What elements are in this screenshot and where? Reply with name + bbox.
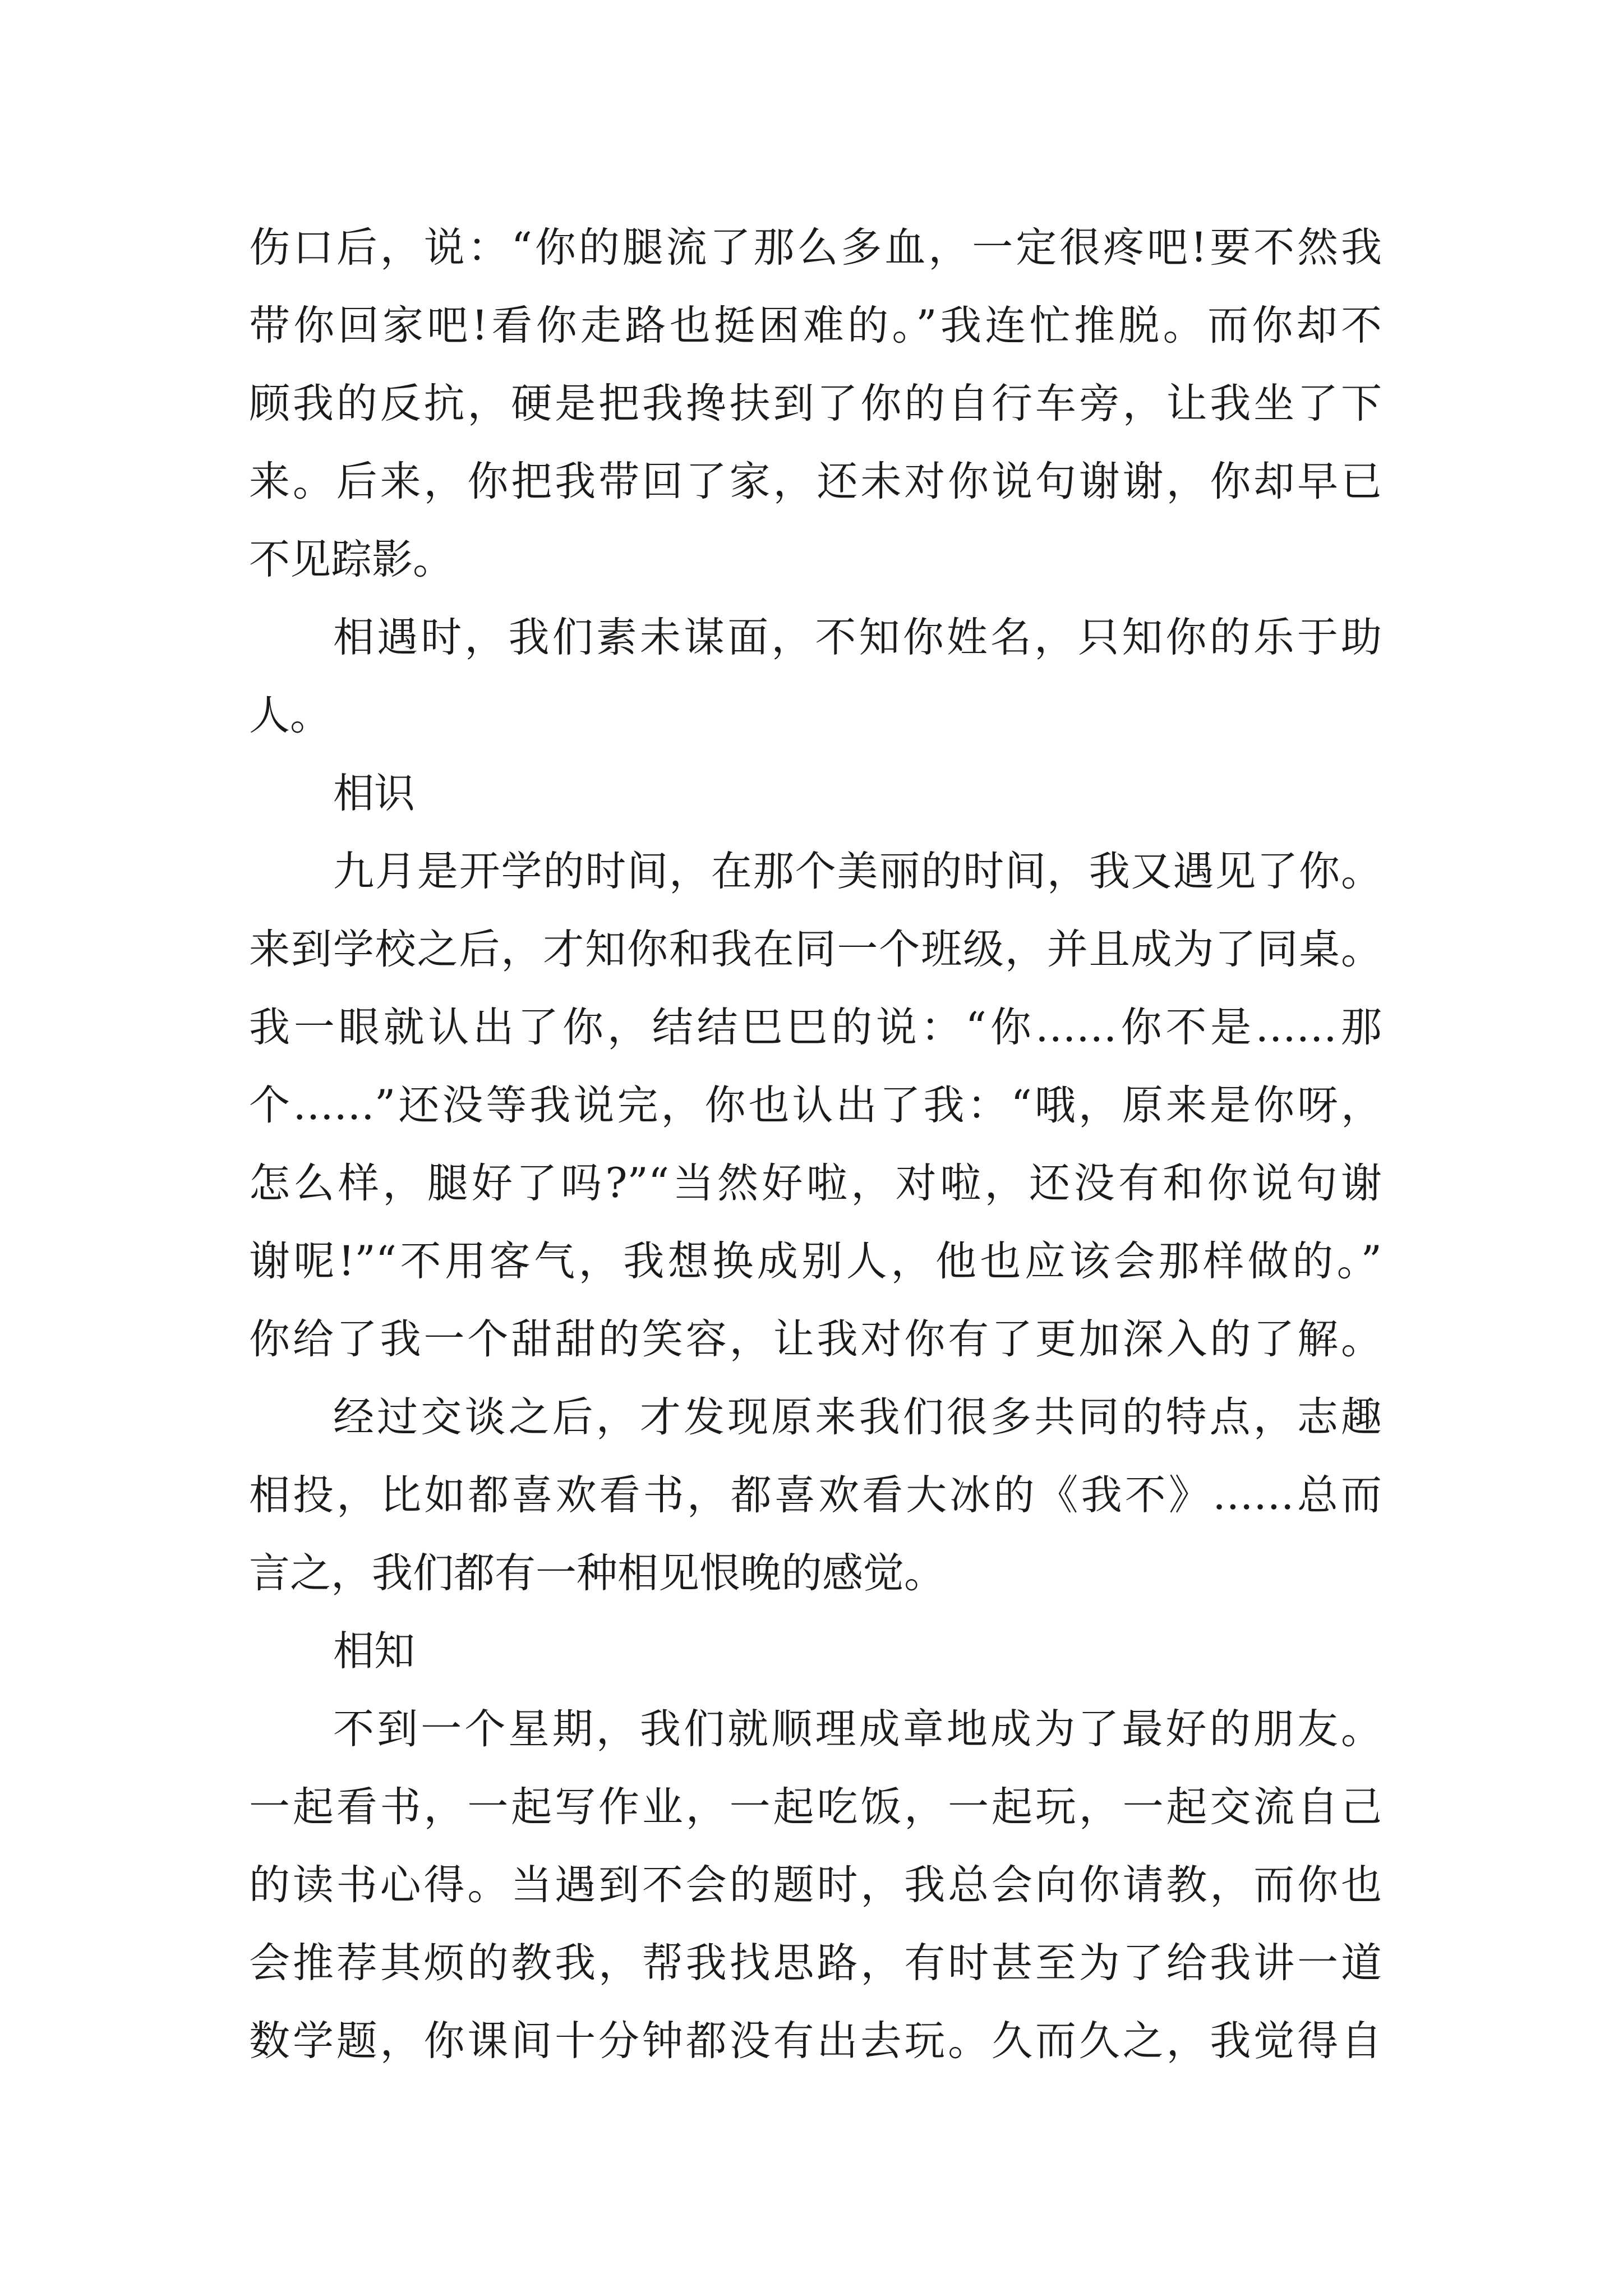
text-line: 你给了我一个甜甜的笑容，让我对你有了更加深入的了解。 — [249, 1315, 1382, 1363]
text-line: 我一眼就认出了你，结结巴巴的说：“你……你不是……那 — [249, 1004, 1382, 1051]
text-line: 九月是开学的时间，在那个美丽的时间，我又遇见了你。 — [333, 848, 1382, 895]
text-line: 来。后来，你把我带回了家，还未对你说句谢谢，你却早已 — [249, 458, 1382, 505]
text-line: 来到学校之后，才知你和我在同一个班级，并且成为了同桌。 — [249, 926, 1382, 973]
text-line: 相知 — [333, 1627, 415, 1675]
text-line: 顾我的反抗，硬是把我搀扶到了你的自行车旁，让我坐了下 — [249, 380, 1382, 427]
text-line: 怎么样，腿好了吗?”“当然好啦，对啦，还没有和你说句谢 — [249, 1159, 1382, 1207]
text-line: 的读书心得。当遇到不会的题时，我总会向你请教，而你也 — [249, 1861, 1382, 1909]
text-line: 相投，比如都喜欢看书，都喜欢看大冰的《我不》……总而 — [249, 1471, 1382, 1519]
text-line: 数学题，你课间十分钟都没有出去玩。久而久之，我觉得自 — [249, 2017, 1382, 2065]
text-line: 经过交谈之后，才发现原来我们很多共同的特点，志趣 — [333, 1393, 1382, 1441]
text-line: 人。 — [249, 692, 331, 739]
text-line: 不见踪影。 — [249, 536, 454, 583]
text-line: 不到一个星期，我们就顺理成章地成为了最好的朋友。 — [333, 1705, 1382, 1753]
text-line: 相识 — [333, 770, 415, 817]
text-line: 谢呢!”“不用客气，我想换成别人，他也应该会那样做的。” — [249, 1237, 1382, 1285]
text-line: 个……”还没等我说完，你也认出了我：“哦，原来是你呀， — [249, 1082, 1382, 1129]
text-line: 带你回家吧!看你走路也挺困难的。”我连忙推脱。而你却不 — [249, 302, 1382, 349]
document-body — [249, 209, 1382, 2080]
text-line: 相遇时，我们素未谋面，不知你姓名，只知你的乐于助 — [333, 614, 1382, 661]
text-line: 会推荐其烦的教我，帮我找思路，有时甚至为了给我讲一道 — [249, 1939, 1382, 1987]
text-line: 言之，我们都有一种相见恨晚的感觉。 — [249, 1549, 945, 1597]
text-line: 一起看书，一起写作业，一起吃饭，一起玩，一起交流自己 — [249, 1783, 1382, 1831]
text-line: 伤口后，说：“你的腿流了那么多血，一定很疼吧!要不然我 — [249, 224, 1382, 272]
